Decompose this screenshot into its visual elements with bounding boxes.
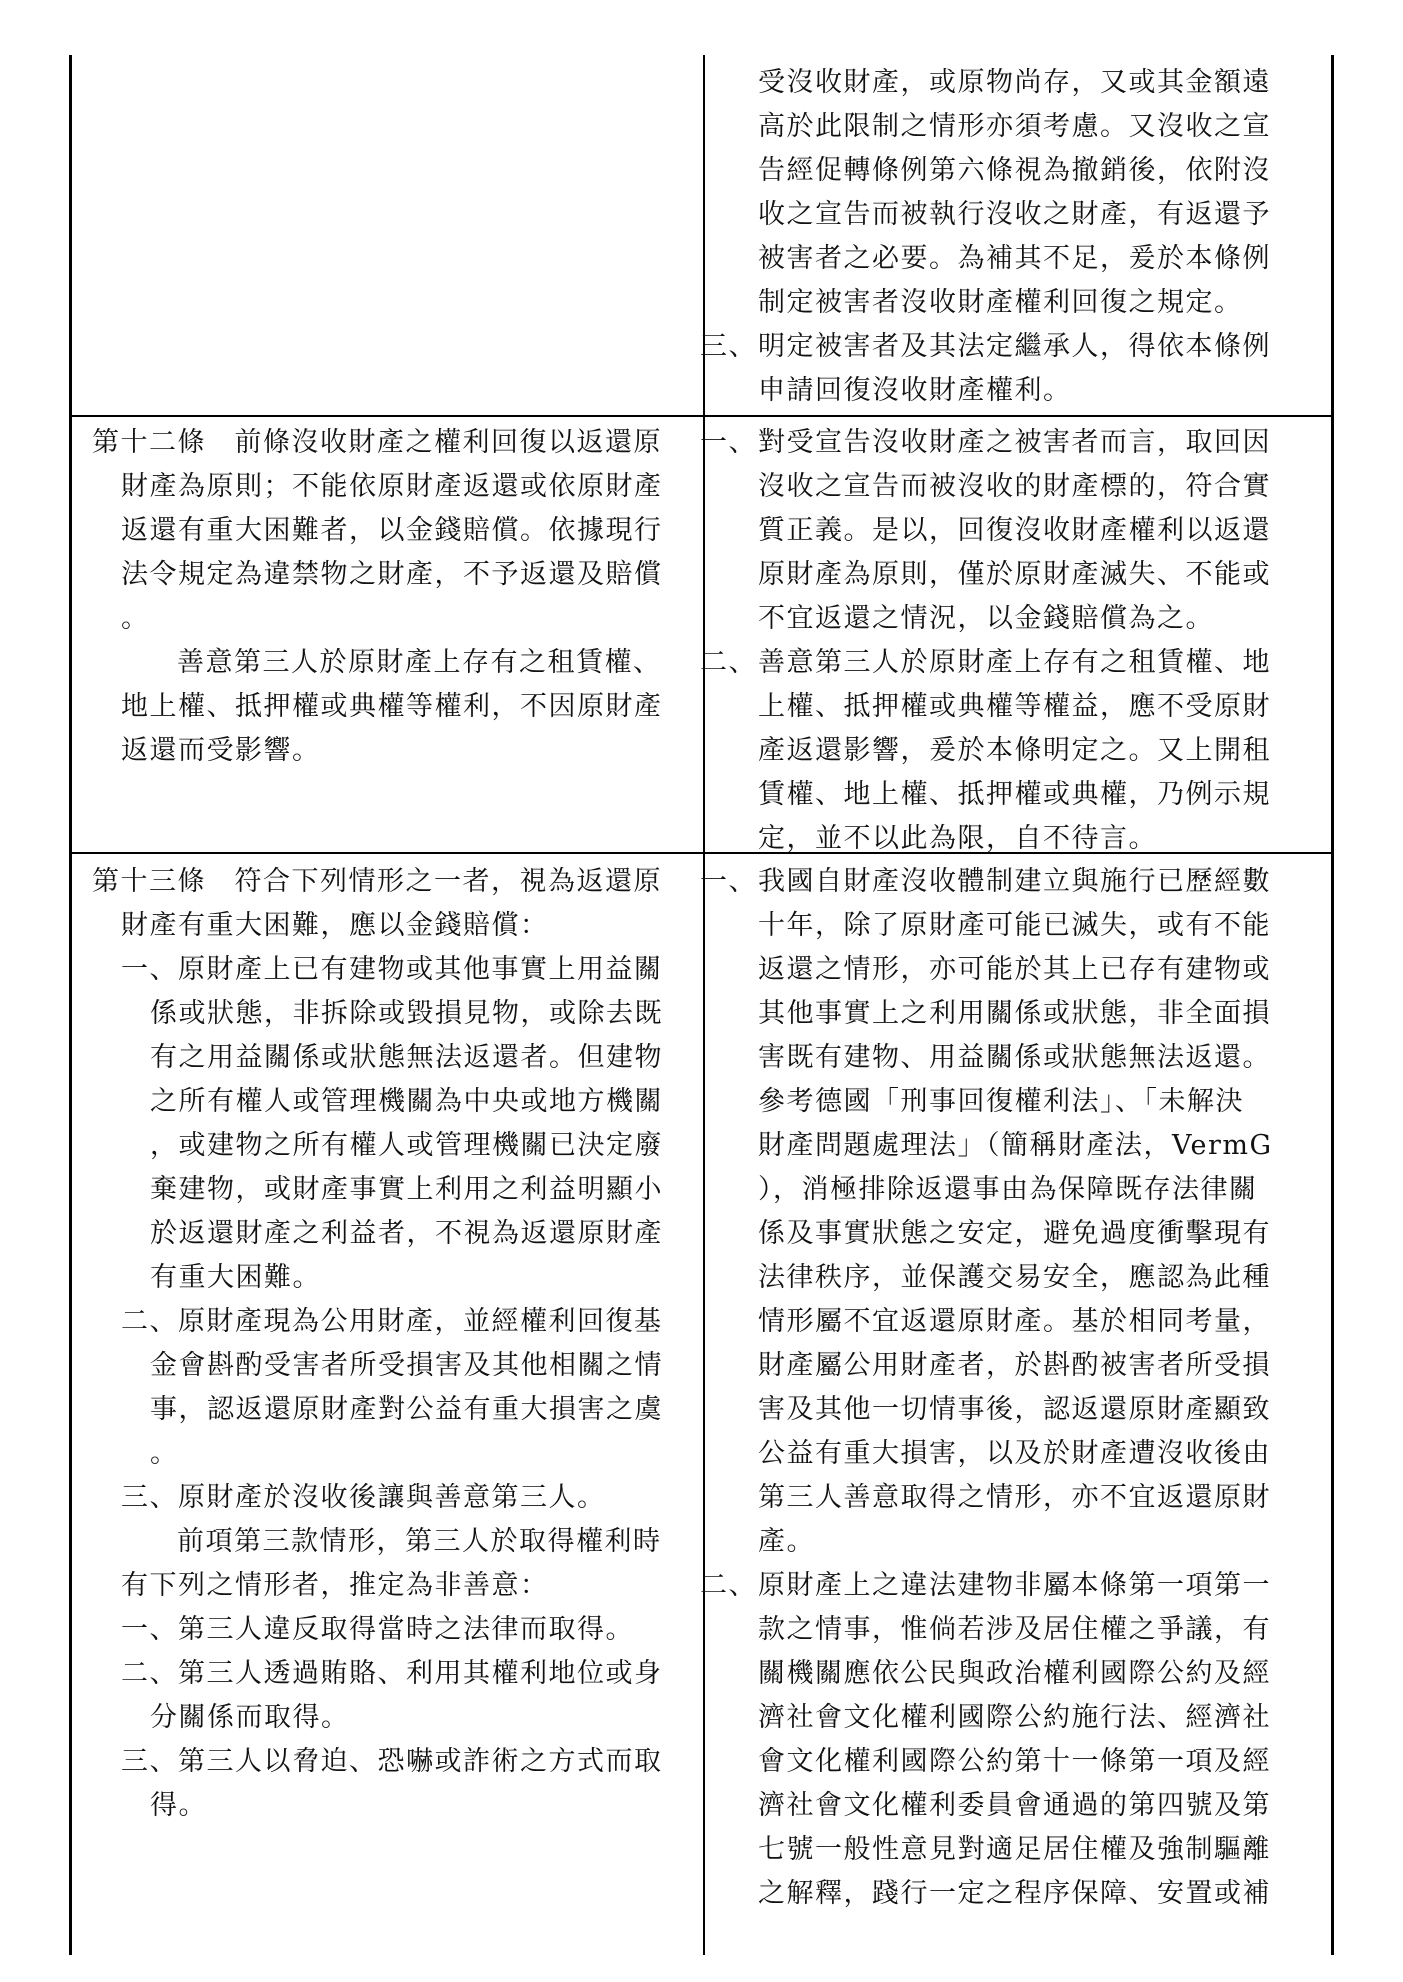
text-line: 返還有重大困難者，以金錢賠償。依據現行 [121,515,663,546]
text-line: 定，並不以此為限，自不待言。 [758,823,1157,854]
text-line: 第十三條 符合下列情形之一者，視為返還原 [92,866,662,897]
text-line: 前項第三款情形，第三人於取得權利時 [177,1526,662,1557]
text-line: 受沒收財產，或原物尚存，又或其金額遠 [758,67,1271,98]
text-line: 三、原財產於沒收後讓與善意第三人。 [121,1482,606,1513]
text-line: 善意第三人於原財產上存有之租賃權、 [177,647,662,678]
text-line: 其他事實上之利用關係或狀態，非全面損 [758,998,1271,1029]
text-line: 事，認返還原財產對公益有重大損害之虞 [150,1394,663,1425]
text-line: 有下列之情形者，推定為非善意： [121,1570,549,1601]
item-number: 一、 [700,866,757,897]
text-line: 十年，除了原財產可能已滅失，或有不能 [758,910,1271,941]
item-number: 一、 [700,427,757,458]
row2-left-cell [92,421,698,773]
item-number: 二、 [700,647,757,678]
text-line: 情形屬不宜返還原財產。基於相同考量， [758,1306,1271,1337]
text-line: 二、原財產現為公用財產，並經權利回復基 [121,1306,663,1337]
text-line [700,860,1330,904]
text-line: 財產為原則；不能依原財產返還或依原財產 [121,471,663,502]
item-text: 明定被害者及其法定繼承人，得依本條例 [758,331,1271,362]
text-line: 原財產為原則，僅於原財產滅失、不能或 [758,559,1271,590]
text-line: 返還而受影響。 [121,735,321,766]
text-line: 沒收之宣告而被沒收的財產標的，符合實 [758,471,1271,502]
text-line: 害既有建物、用益關係或狀態無法返還。 [758,1042,1271,1073]
text-line: 一、原財產上已有建物或其他事實上用益關 [121,954,663,985]
text-line: ），消極排除返還事由為保障既存法律關 [758,1174,1258,1205]
item-number: 二、 [700,1570,757,1601]
text-line: 財產有重大困難，應以金錢賠償： [121,910,549,941]
text-line: 第十二條 前條沒收財產之權利回復以返還原 [92,427,662,458]
row3-left-cell [92,860,698,1828]
text-line: 金會斟酌受害者所受損害及其他相關之情 [150,1350,663,1381]
text-line: 公益有重大損害，以及於財產遭沒收後由 [758,1438,1271,1469]
item-text: 對受宣告沒收財產之被害者而言，取回因 [758,427,1271,458]
text-line: 申請回復沒收財產權利。 [758,375,1072,406]
text-line: 係或狀態，非拆除或毀損見物，或除去既 [150,998,663,1029]
row2-right-cell [700,421,1330,861]
text-line: 不宜返還之情況，以金錢賠償為之。 [758,603,1214,634]
text-line [700,641,1330,685]
text-line: 。 [121,603,150,634]
text-line: 關機關應依公民與政治權利國際公約及經 [758,1658,1271,1689]
text-line: 濟社會文化權利國際公約施行法、經濟社 [758,1702,1271,1733]
text-line: 七號一般性意見對適足居住權及強制驅離 [758,1834,1271,1865]
text-line: 賃權、地上權、抵押權或典權，乃例示規 [758,779,1271,810]
row3-right-cell [700,860,1330,1916]
row1-left-cell [72,58,700,413]
text-line: 有之用益關係或狀態無法返還者。但建物 [150,1042,663,1073]
text-line: 害及其他一切情事後，認返還原財產顯致 [758,1394,1271,1425]
text-line: 第三人善意取得之情形，亦不宜返還原財 [758,1482,1271,1513]
text-line [700,325,1330,369]
text-line: 地上權、抵押權或典權等權利，不因原財產 [121,691,663,722]
text-line: 告經促轉條例第六條視為撤銷後，依附沒 [758,155,1271,186]
text-line: 高於此限制之情形亦須考慮。又沒收之宣 [758,111,1271,142]
text-line: 返還之情形，亦可能於其上已存有建物或 [758,954,1271,985]
text-line: 之解釋，踐行一定之程序保障、安置或補 [758,1878,1271,1909]
item-text: 我國自財產沒收體制建立與施行已歷經數 [758,866,1271,897]
text-line: 收之宣告而被執行沒收之財產，有返還予 [758,199,1271,230]
row1-right-cell [700,61,1330,413]
text-line: 之所有權人或管理機關為中央或地方機關 [150,1086,663,1117]
text-line: 產。 [758,1526,815,1557]
text-line: 產返還影響，爰於本條明定之。又上開租 [758,735,1271,766]
item-text: 原財產上之違法建物非屬本條第一項第一 [758,1570,1271,1601]
text-line: 。 [150,1438,179,1469]
row-divider-1 [69,415,1334,417]
text-line: 參考德國「刑事回復權利法」、「未解決 [758,1086,1244,1117]
text-line: 被害者之必要。為補其不足，爰於本條例 [758,243,1271,274]
text-line: 款之情事，惟倘若涉及居住權之爭議，有 [758,1614,1271,1645]
text-line: 於返還財產之利益者，不視為返還原財產 [150,1218,663,1249]
text-line: 三、第三人以脅迫、恐嚇或詐術之方式而取 [121,1746,663,1777]
text-line: 係及事實狀態之安定，避免過度衝擊現有 [758,1218,1271,1249]
text-line: 有重大困難。 [150,1262,321,1293]
text-line: 二、第三人透過賄賂、利用其權利地位或身 [121,1658,663,1689]
text-line: 分關係而取得。 [150,1702,350,1733]
text-line: 制定被害者沒收財產權利回復之規定。 [758,287,1243,318]
text-line: 濟社會文化權利委員會通過的第四號及第 [758,1790,1271,1821]
text-line: 質正義。是以，回復沒收財產權利以返還 [758,515,1271,546]
text-line: 法律秩序，並保護交易安全，應認為此種 [758,1262,1271,1293]
table-right-border [1331,55,1334,1955]
text-line: 財產屬公用財產者，於斟酌被害者所受損 [758,1350,1271,1381]
text-line [700,1564,1330,1608]
item-text: 善意第三人於原財產上存有之租賃權、地 [758,647,1271,678]
text-line: 一、第三人違反取得當時之法律而取得。 [121,1614,634,1645]
text-line: 棄建物，或財產事實上利用之利益明顯小 [150,1174,663,1205]
text-line: ，或建物之所有權人或管理機關已決定廢 [150,1130,663,1161]
text-line: 上權、抵押權或典權等權益，應不受原財 [758,691,1271,722]
item-number: 三、 [700,331,757,362]
text-line: 得。 [150,1790,207,1821]
text-line: 財產問題處理法」（簡稱財產法，VermG [758,1130,1273,1161]
text-line: 法令規定為違禁物之財產，不予返還及賠償 [121,559,663,590]
text-line: 會文化權利國際公約第十一條第一項及經 [758,1746,1271,1777]
text-line [700,421,1330,465]
